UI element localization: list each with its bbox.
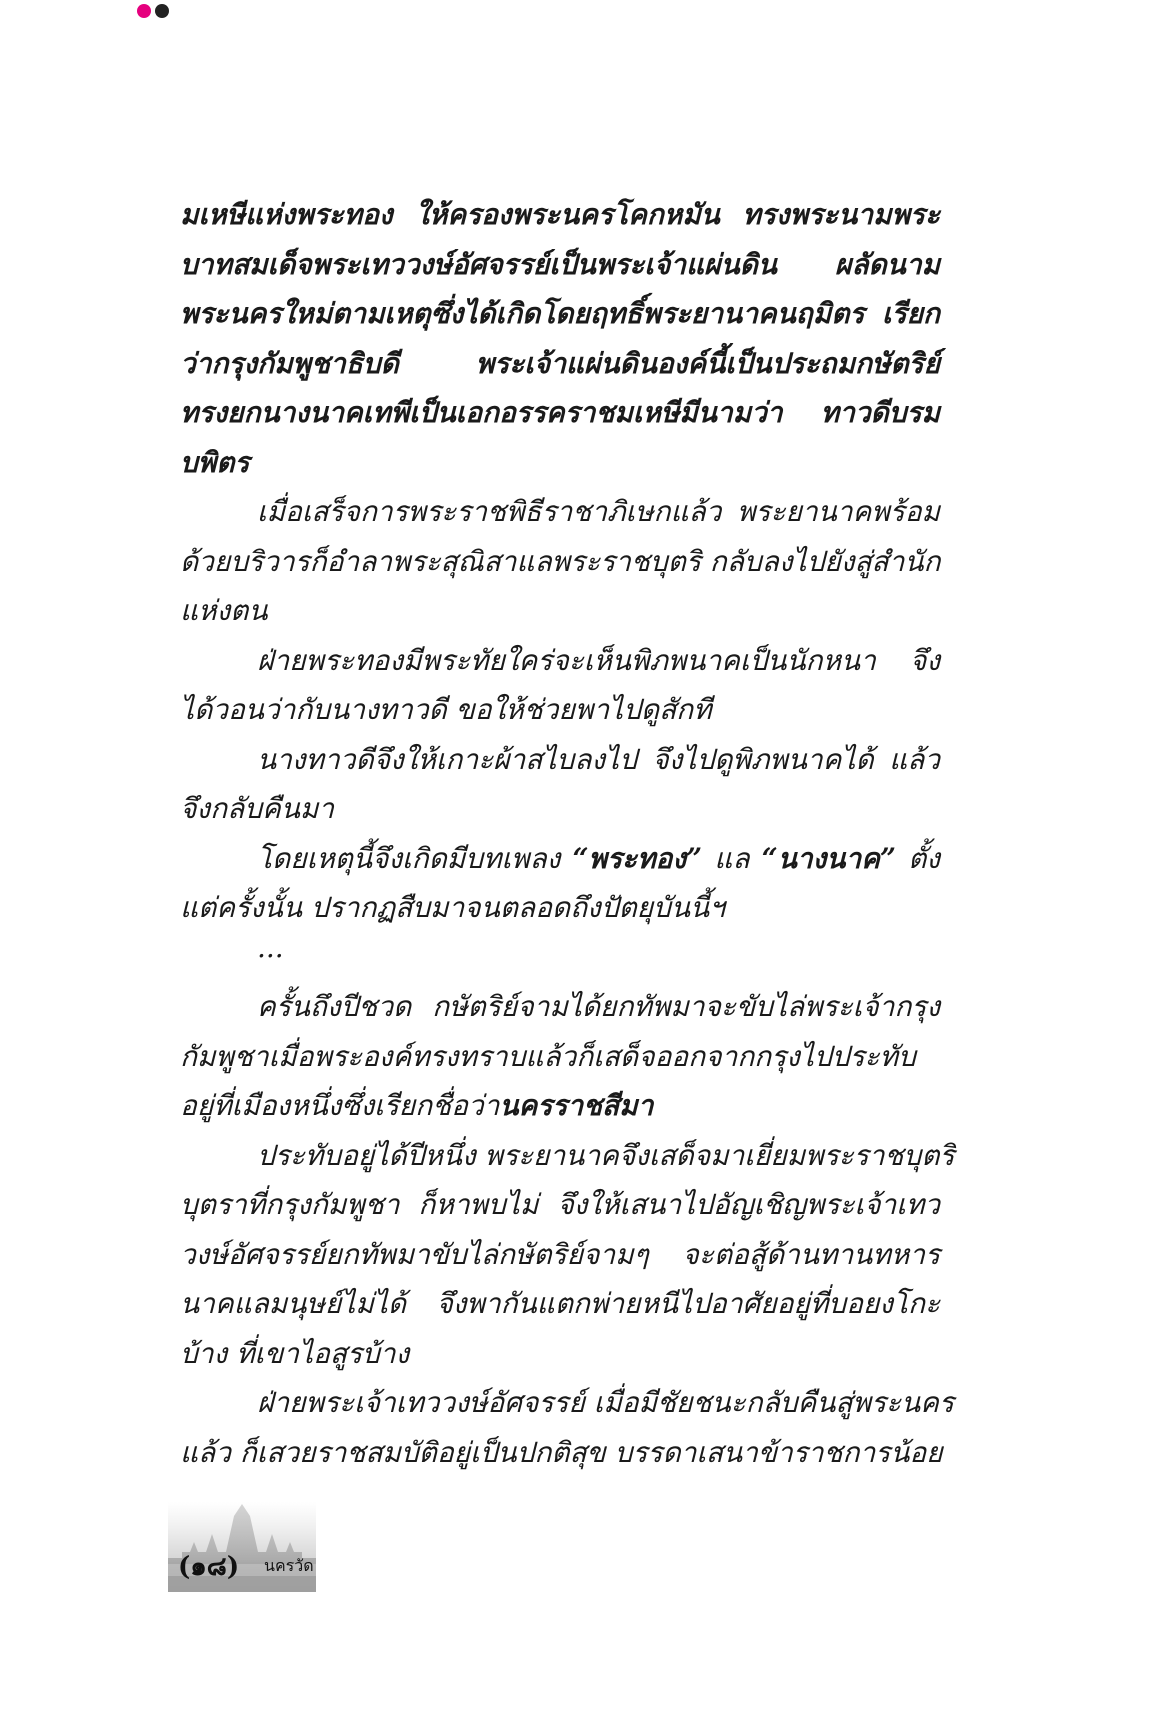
text-fragment: แล [702, 841, 762, 875]
pink-dot [137, 4, 151, 18]
page-footer [168, 1502, 316, 1592]
text-line: ฝ่ายพระทองมีพระทัยใคร่จะเห็นพิภพนาคเป็นนักหนา จึง [257, 643, 940, 677]
book-title: นครวัด [264, 1556, 314, 1575]
text-line: บ้าง ที่เขาไอสูรบ้าง [180, 1336, 410, 1370]
text-line: ว่ากรุงกัมพูชาธิบดี พระเจ้าแผ่นดินองค์นี้เป็นประถมกษัตริย์ [180, 346, 940, 380]
page-body-text [180, 190, 955, 1477]
text-line: แล้ว ก็เสวยราชสมบัติอยู่เป็นปกติสุข บรรดาเสนาข้าราชการน้อย [180, 1435, 943, 1469]
decorative-dots [137, 4, 169, 18]
ellipsis: ... [257, 930, 284, 964]
text-line: แห่งตน [180, 594, 268, 627]
city-name: นครราชสีมา [499, 1089, 654, 1122]
text-line: พระนครใหม่ตามเหตุซึ่งได้เกิดโดยฤทธิ์พระยานาคนฤมิตร เรียก [180, 297, 940, 330]
text-line: บพิตร [180, 445, 250, 479]
page-number: (๑๘) [178, 1552, 240, 1582]
text-fragment: โดยเหตุนี้จึงเกิดมีบทเพลง [257, 841, 573, 875]
song-title-nang-nak: “นางนาค” [761, 841, 896, 875]
text-line: มเหษีแห่งพระทอง ให้ครองพระนครโคกหมัน ทรงพระนามพระ [180, 198, 940, 231]
city-line [180, 1081, 940, 1131]
text-line: นางทาวดีจึงให้เกาะผ้าสไบลงไป จึงไปดูพิภพนาคได้ แล้ว [257, 742, 940, 776]
black-dot [155, 4, 169, 18]
text-line: นาคแลมนุษย์ไม่ได้ จึงพากันแตกพ่ายหนีไปอาศัยอยู่ที่บอยงโกะ [180, 1287, 940, 1320]
text-line: ทรงยกนางนาคเทพีเป็นเอกอรรคราชมเหษีมีนามว่า ทาวดีบรม [180, 396, 940, 429]
text-fragment: อยู่ที่เมืองหนึ่งซึ่งเรียกชื่อว่า [180, 1089, 500, 1122]
text-line: วงษ์อัศจรรย์ยกทัพมาขับไล่กษัตริย์จามๆ จะต่อสู้ด้านทานทหาร [180, 1237, 940, 1271]
song-title-phra-thong: “พระทอง” [572, 841, 703, 875]
text-fragment: ตั้ง [895, 841, 940, 875]
text-line: ครั้นถึงปีชวด กษัตริย์จามได้ยกทัพมาจะขับไล่พระเจ้ากรุง [257, 990, 940, 1023]
text-line: ได้วอนว่ากับนางทาวดี ขอให้ช่วยพาไปดูสักที [180, 693, 712, 726]
text-line: แต่ครั้งนั้น ปรากฏสืบมาจนตลอดถึงปัตยุบันนี้ฯ [180, 891, 725, 924]
text-line: บาทสมเด็จพระเทววงษ์อัศจรรย์เป็นพระเจ้าแผ่นดิน ผลัดนาม [180, 247, 940, 281]
text-line: ประทับอยู่ได้ปีหนึ่ง พระยานาคจึงเสด็จมาเยี่ยมพระราชบุตริ [257, 1138, 955, 1172]
text-line: จึงกลับคืนมา [180, 792, 335, 825]
text-line: ฝ่ายพระเจ้าเทววงษ์อัศจรรย์ เมื่อมีชัยชนะกลับคืนสู่พระนคร [257, 1386, 954, 1419]
text-line: กัมพูชาเมื่อพระองค์ทรงทราบแล้วก็เสด็จออกจากกรุงไปประทับ [180, 1039, 916, 1073]
text-line: บุตราที่กรุงกัมพูชา ก็หาพบไม่ จึงให้เสนาไปอัญเชิญพระเจ้าเทว [180, 1188, 940, 1221]
song-titles-line [180, 834, 940, 884]
text-line: ด้วยบริวารก็อำลาพระสุณิสาแลพระราชบุตริ กลับลงไปยังสู่สำนัก [180, 544, 941, 578]
text-line: เมื่อเสร็จการพระราชพิธีราชาภิเษกแล้ว พระยานาคพร้อม [257, 495, 940, 528]
